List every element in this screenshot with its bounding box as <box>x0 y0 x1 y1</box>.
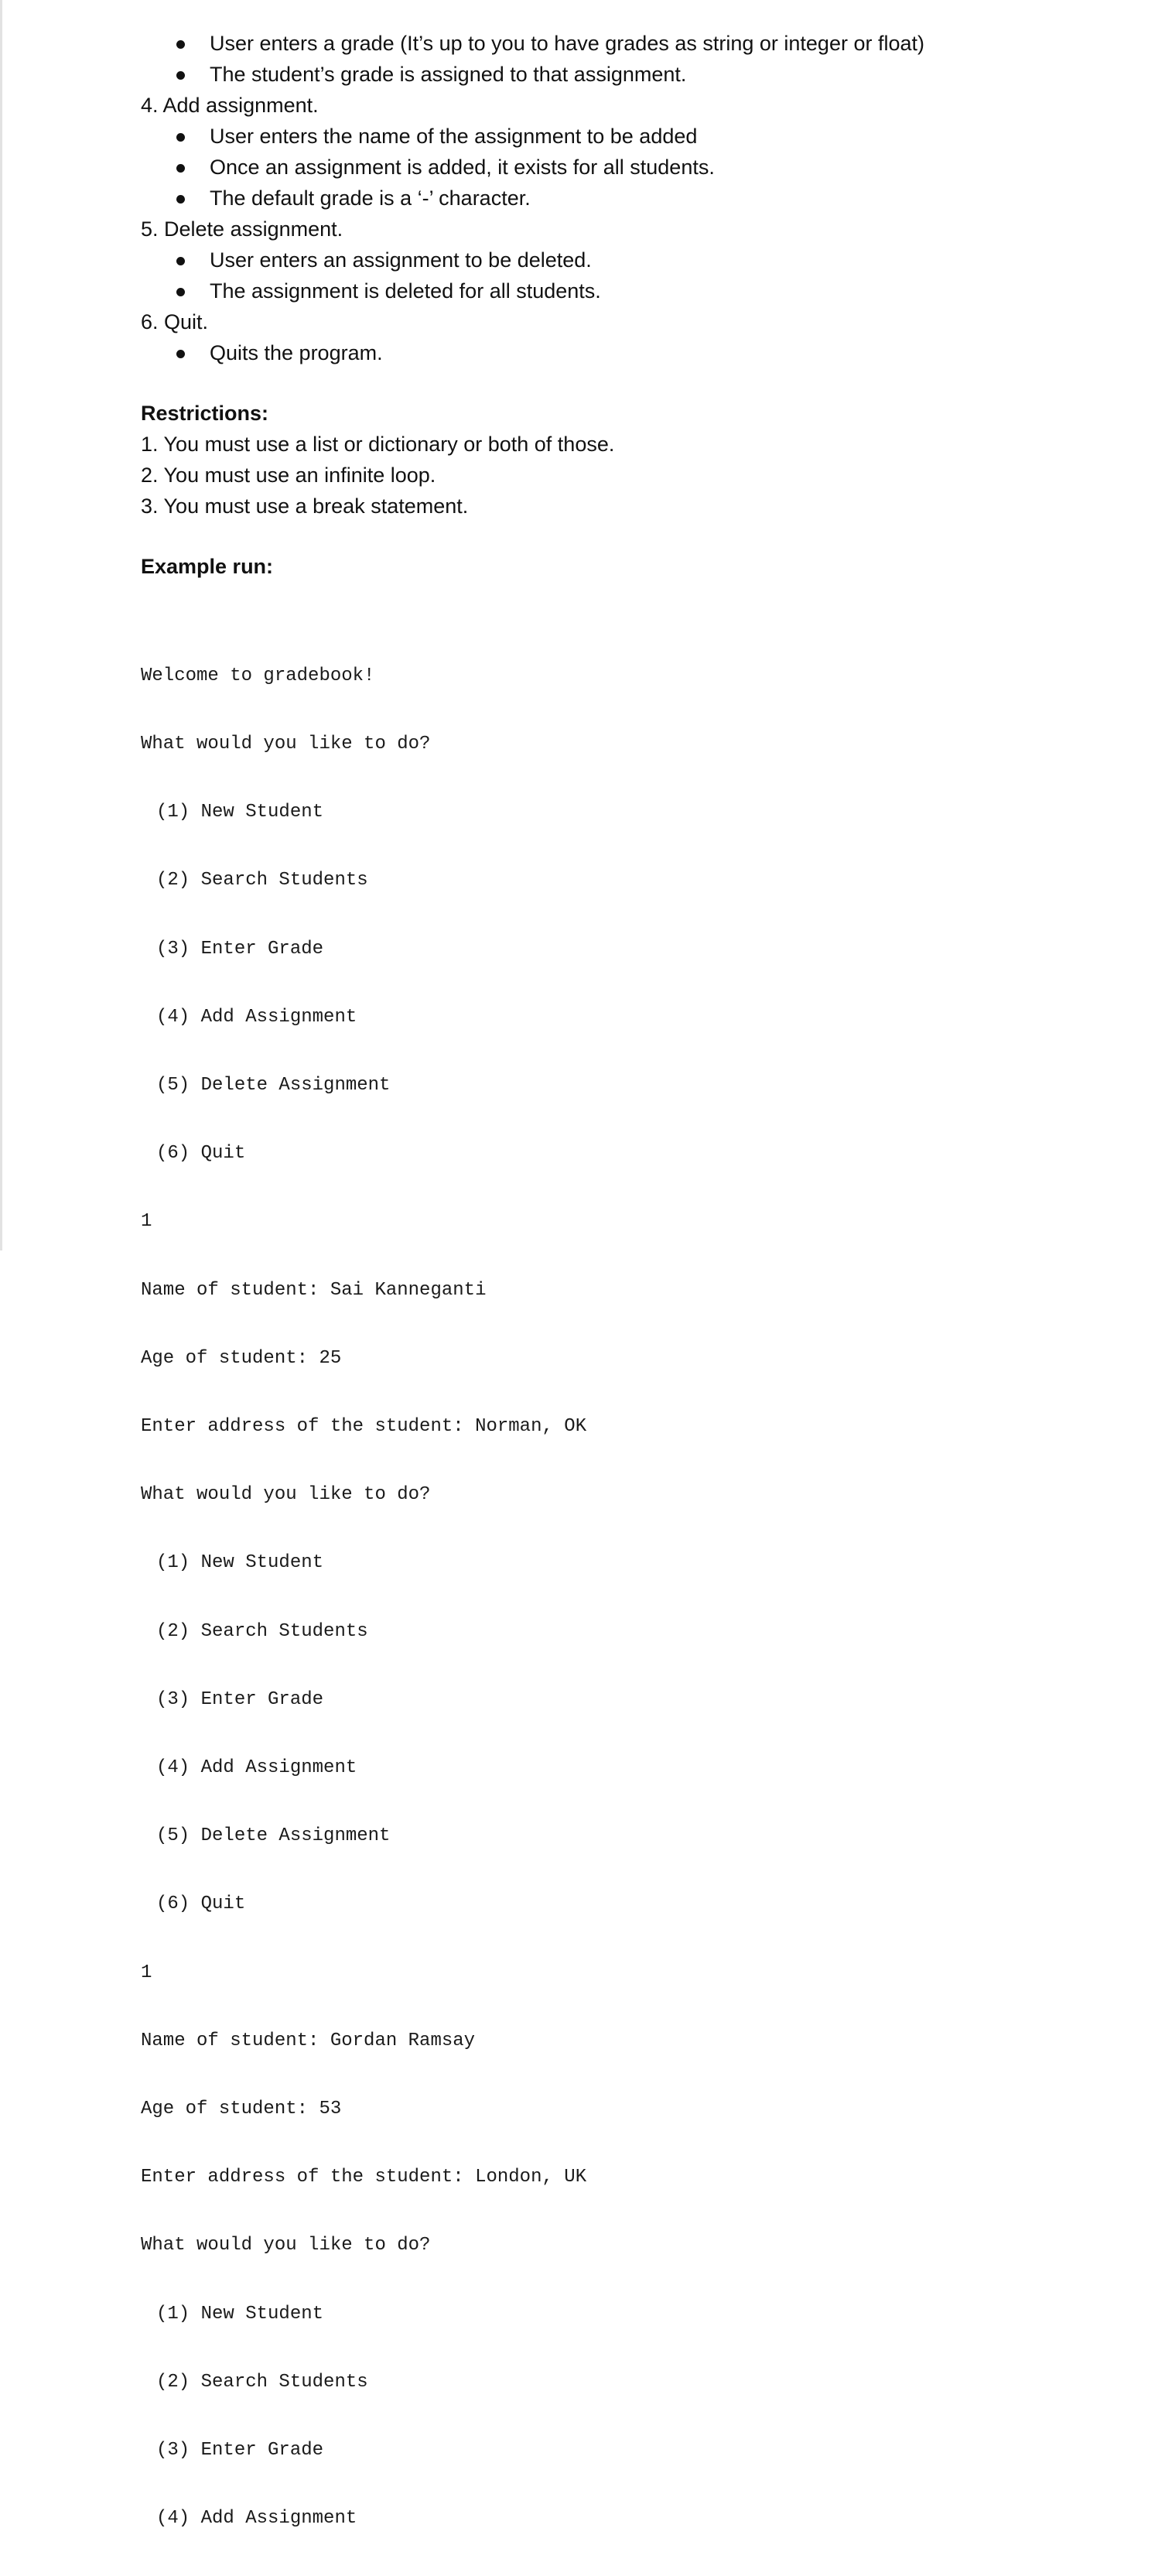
console-line: Name of student: Sai Kanneganti <box>141 1279 487 1301</box>
console-line: Name of student: Gordan Ramsay <box>141 2030 476 2051</box>
bullet-icon <box>176 195 185 204</box>
restrictions-heading: Restrictions: <box>141 402 269 425</box>
list-item <box>141 245 1146 275</box>
bullet-text: Quits the program. <box>210 341 383 364</box>
menu-option: (5) Delete Assignment <box>156 1825 391 1847</box>
bullet-icon <box>176 71 185 80</box>
console-input: 1 <box>141 1962 152 1983</box>
bullet-icon <box>176 350 185 358</box>
list-item <box>141 152 1146 183</box>
console-line: Age of student: 25 <box>141 1347 342 1369</box>
console-line: What would you like to do? <box>141 1484 431 1506</box>
example-run-console <box>141 619 1146 2576</box>
document-body <box>141 28 1146 2576</box>
menu-option: (3) Enter Grade <box>156 938 324 960</box>
menu-option: (3) Enter Grade <box>156 1688 324 1710</box>
console-line: Age of student: 53 <box>141 2099 342 2120</box>
console-line: Enter address of the student: London, UK <box>141 2167 587 2188</box>
bullet-icon <box>176 133 185 142</box>
menu-option: (2) Search Students <box>156 1620 368 1642</box>
bullet-text: User enters a grade (It’s up to you to have grades as string or integer or float) <box>210 32 924 55</box>
menu-option: (4) Add Assignment <box>156 2508 357 2530</box>
menu-option: (1) New Student <box>156 802 324 823</box>
console-line: What would you like to do? <box>141 734 431 755</box>
list-item <box>141 59 1146 90</box>
restriction-line: 2. You must use an infinite loop. <box>141 464 436 487</box>
list-item <box>141 28 1146 59</box>
menu-option: (4) Add Assignment <box>156 1006 357 1028</box>
menu-option: (6) Quit <box>156 1894 246 1915</box>
section-title-add-assignment: 4. Add assignment. <box>141 94 319 117</box>
menu-option: (6) Quit <box>156 1143 246 1165</box>
bullet-icon <box>176 164 185 173</box>
bullet-text: Once an assignment is added, it exists for all students. <box>210 156 715 179</box>
menu-option: (1) New Student <box>156 2303 324 2325</box>
console-line: What would you like to do? <box>141 2235 431 2256</box>
bullet-text: The student’s grade is assigned to that assignment. <box>210 63 687 86</box>
bullet-icon <box>176 288 185 296</box>
bullet-icon <box>176 40 185 49</box>
bullet-text: The default grade is a ‘-’ character. <box>210 186 531 210</box>
section-title-quit: 6. Quit. <box>141 310 209 334</box>
menu-option: (1) New Student <box>156 1552 324 1574</box>
list-item <box>141 183 1146 214</box>
list-item <box>141 121 1146 152</box>
console-input: 1 <box>141 1211 152 1233</box>
bullet-text: User enters an assignment to be deleted. <box>210 248 592 272</box>
list-item <box>141 337 1146 368</box>
menu-option: (2) Search Students <box>156 870 368 891</box>
menu-option: (3) Enter Grade <box>156 2440 324 2461</box>
bullet-icon <box>176 257 185 265</box>
list-item <box>141 275 1146 306</box>
restriction-line: 3. You must use a break statement. <box>141 494 469 518</box>
bullet-text: The assignment is deleted for all students. <box>210 279 601 303</box>
section-title-delete-assignment: 5. Delete assignment. <box>141 217 343 241</box>
menu-option: (2) Search Students <box>156 2371 368 2393</box>
menu-option: (5) Delete Assignment <box>156 1075 391 1096</box>
console-line: Enter address of the student: Norman, OK <box>141 1416 587 1438</box>
example-heading: Example run: <box>141 555 274 578</box>
menu-option: (4) Add Assignment <box>156 1757 357 1779</box>
bullet-text: User enters the name of the assignment to be added <box>210 125 698 148</box>
page-left-edge <box>0 0 2 1250</box>
console-line: Welcome to gradebook! <box>141 665 375 686</box>
restriction-line: 1. You must use a list or dictionary or both of those. <box>141 433 615 456</box>
